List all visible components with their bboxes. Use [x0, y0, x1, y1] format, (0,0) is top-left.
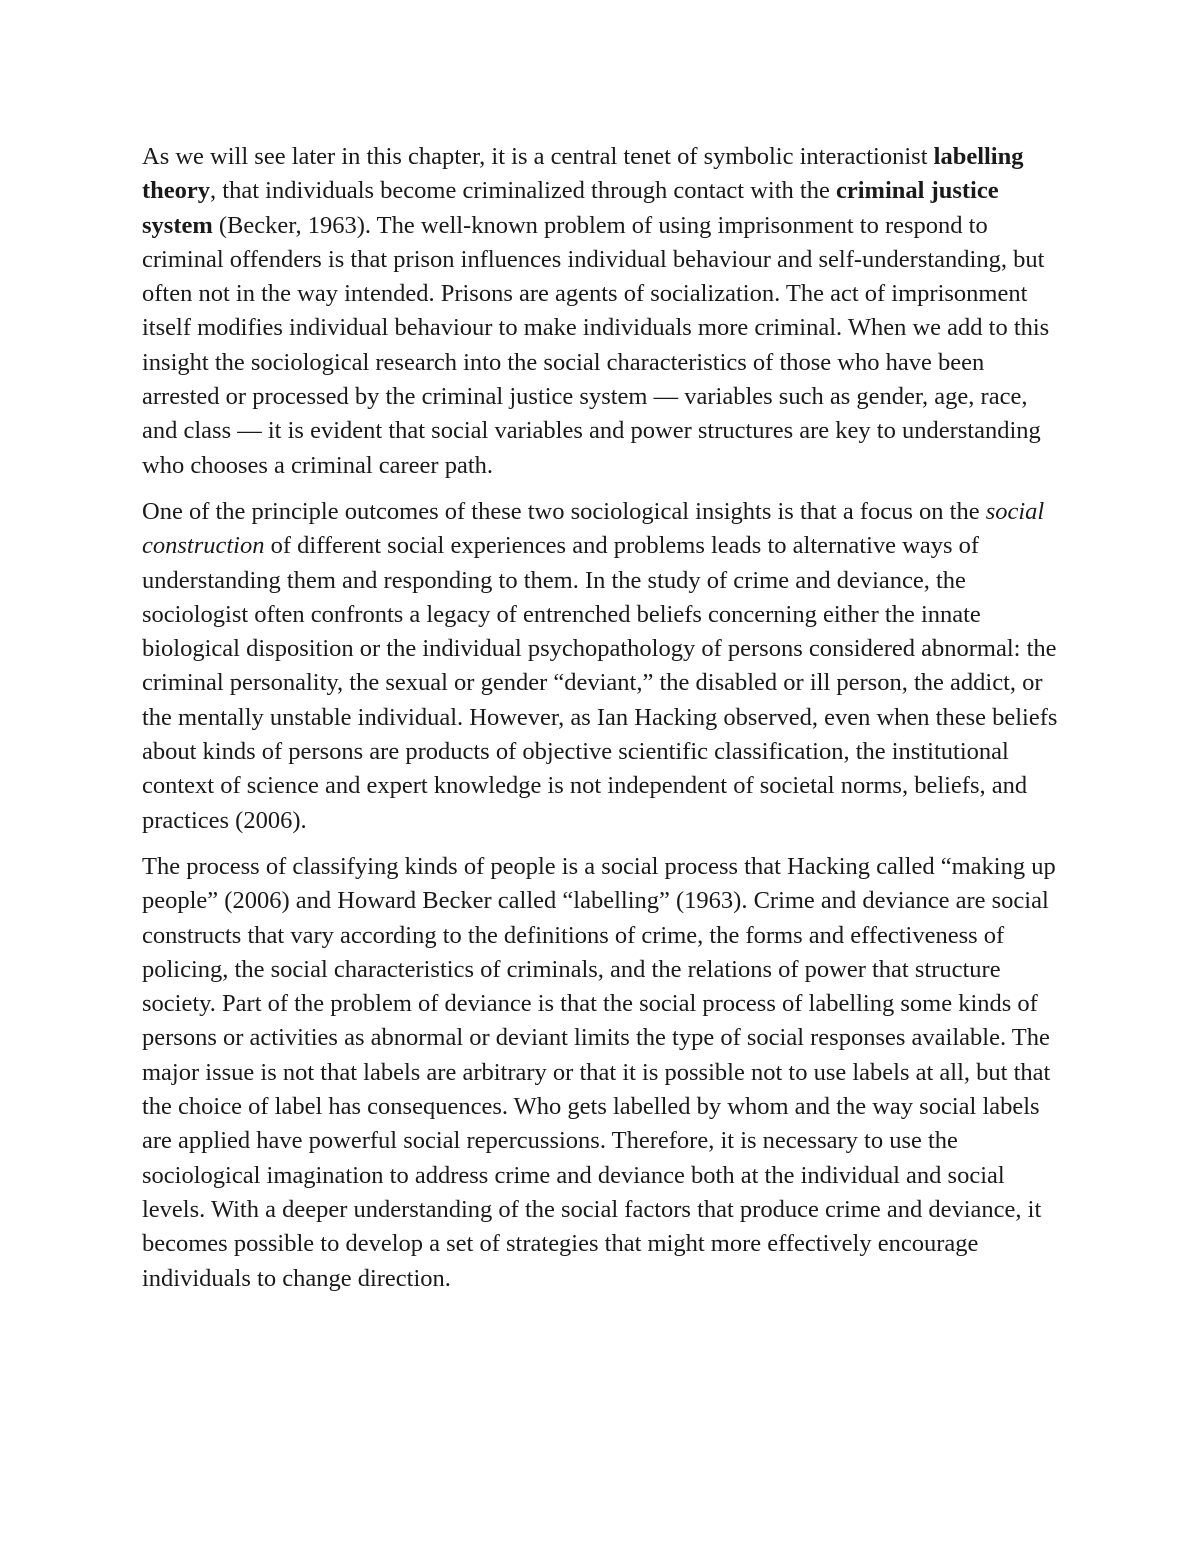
term-social-construction: social construction — [142, 497, 1045, 560]
paragraph-1-text: (Becker, 1963). The well-known problem of using imprisonment to respond to criminal offenders is that prison influences individual behaviour and self-understanding, but often not in the way intended. Prisons are agents of socialization. The act of imprisonment itself modifies individual behaviour to make individuals more criminal. When we add to this insight the sociological research into the social characteristics of those who have been arrested or processed by the criminal justice system — variables such as gender, age, race, and class — it is evident that social variables and power structures are key to understanding who chooses a criminal career path. — [142, 211, 1050, 479]
paragraph-3-text: The process of classifying kinds of people is a social process that Hacking called “making up people” (2006) and Howard Becker called “labelling” (1963). Crime and deviance are social constructs that vary according to the definitions of crime, the forms and effectiveness of policing, the social characteristics of criminals, and the relations of power that structure society. Part of the problem of deviance is that the social process of labelling some kinds of persons or activities as abnormal or deviant limits the type of social responses available. The major issue is not that labels are arbitrary or that it is possible not to use labels at all, but that the choice of label has consequences. Who gets labelled by whom and the way social labels are applied have powerful social repercussions. Therefore, it is necessary to use the sociological imagination to address crime and deviance both at the individual and social levels. With a deeper understanding of the social factors that produce crime and deviance, it becomes possible to develop a set of strategies that might more effectively encourage individuals to change direction. — [142, 852, 1056, 1292]
paragraph-1-text: As we will see later in this chapter, it is a central tenet of symbolic interactionist — [142, 143, 934, 170]
paragraph-3 — [142, 850, 1062, 1296]
document-page — [142, 140, 1062, 1308]
paragraph-1-text: , that individuals become criminalized through contact with the — [210, 177, 836, 205]
paragraph-2-text: One of the principle outcomes of these two sociological insights is that a focus on the — [142, 497, 986, 525]
paragraph-1 — [142, 140, 1062, 483]
paragraph-2 — [142, 495, 1062, 838]
term-criminal-justice-system: criminal justice system — [142, 177, 999, 239]
term-labelling-theory: labelling theory — [142, 143, 1024, 205]
paragraph-2-text: of different social experiences and problems leads to alternative ways of understanding them and responding to them. In the study of crime and deviance, the sociologist often confronts a legacy of entrenched beliefs concerning either the innate biological disposition or the individual psychopathology of persons considered abnormal: the criminal personality, the sexual or gender “deviant,” the disabled or ill person, the addict, or the mentally unstable individual. However, as Ian Hacking observed, even when these beliefs about kinds of persons are products of objective scientific classification, the institutional context of science and expert knowledge is not independent of societal norms, beliefs, and practices (2006). — [142, 532, 1058, 834]
